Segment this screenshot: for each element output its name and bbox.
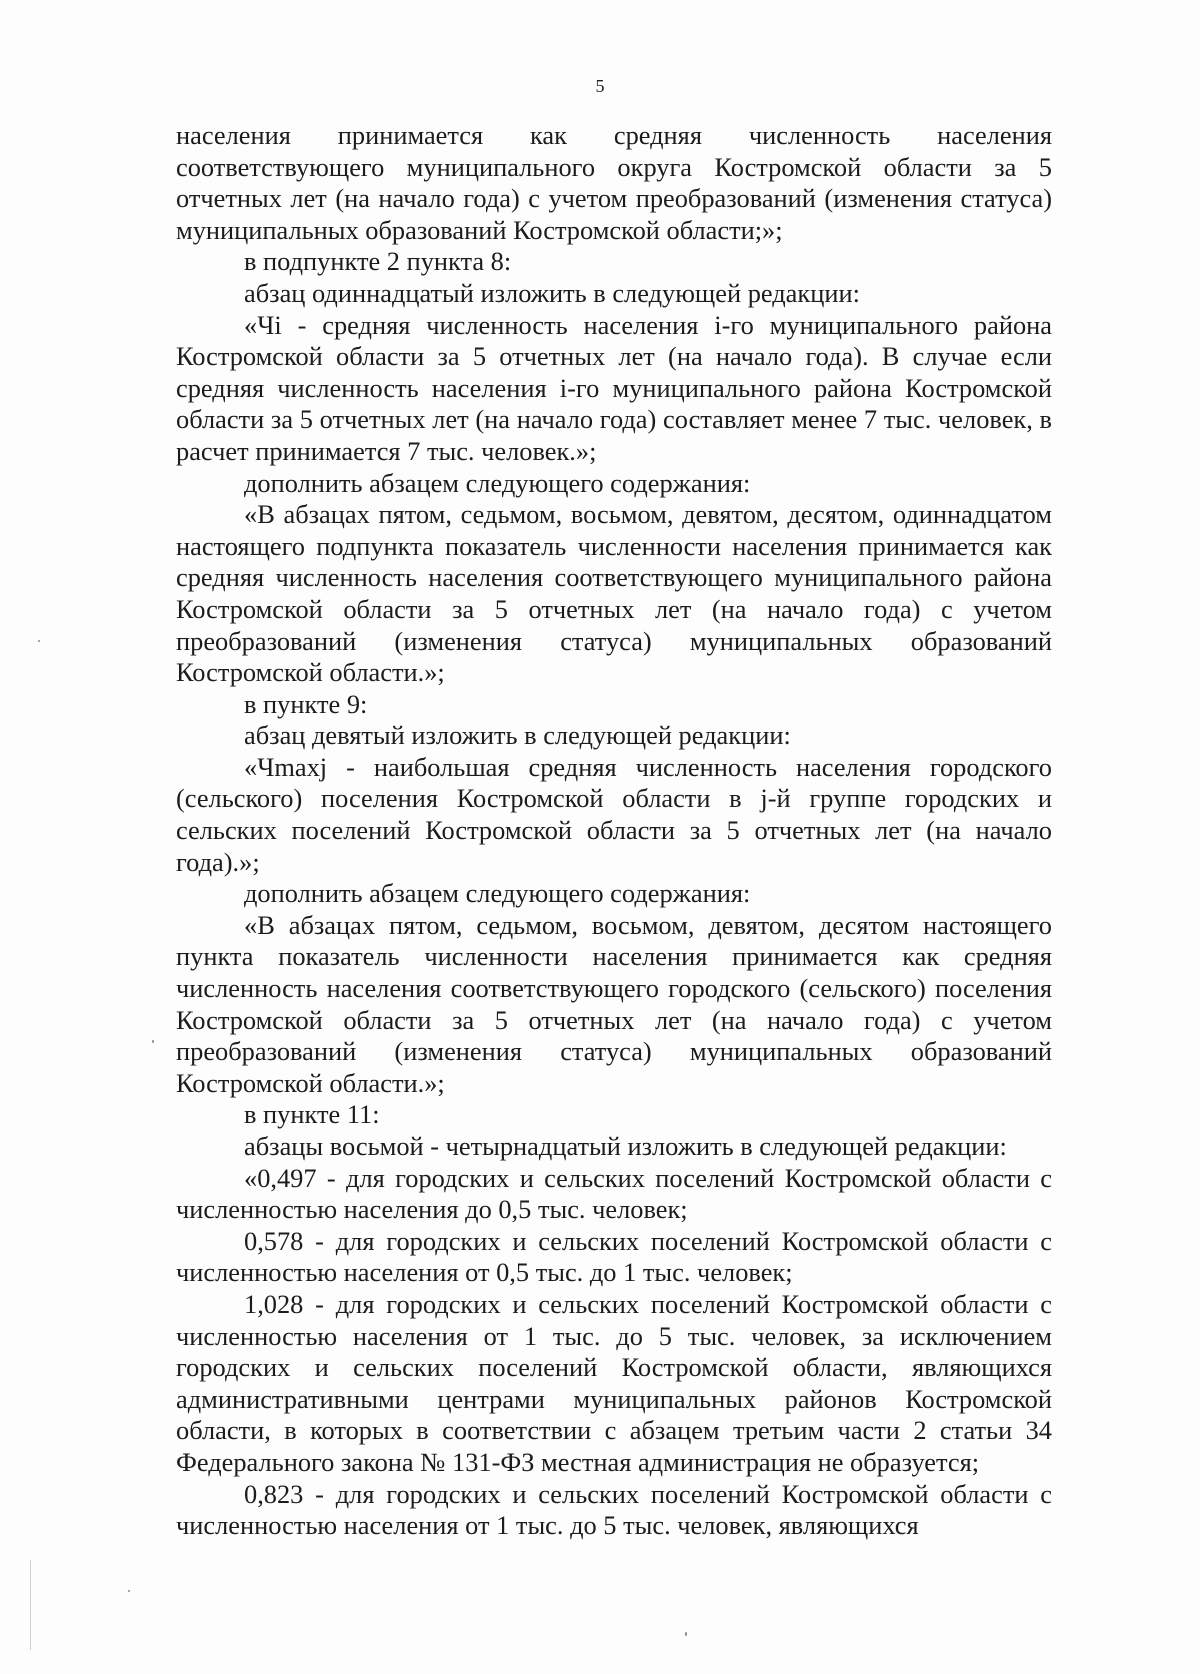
scan-speck [685, 1632, 687, 1636]
document-body [176, 120, 1052, 1542]
paragraph: в пункте 11: [244, 1099, 380, 1130]
page-number: 5 [595, 76, 605, 96]
paragraph: дополнить абзацем следующего содержания: [244, 467, 751, 498]
paragraph: в подпункте 2 пункта 8: [244, 246, 512, 277]
paragraph: 0,578 - для городских и сельских поселений Костромской области с численностью населения от 0,5 тыс. до 1 тыс. человек; [176, 1225, 1052, 1288]
paragraph: абзац одиннадцатый изложить в следующей редакции: [244, 277, 860, 308]
paragraph-continuation: населения принимается как средняя численность населения соответствующего муниципального округа Костромской области за 5 отчетных лет (на начало года) с учетом преобразований (изменения статуса) муниципальных образований Костромской области;»; [176, 120, 1052, 245]
paragraph: абзацы восьмой - четырнадцатый изложить в следующей редакции: [244, 1131, 1007, 1161]
paragraph: «В абзацах пятом, седьмом, восьмом, девятом, десятом настоящего пункта показатель численности населения принимается как средняя численность населения соответствующего городского (сельского) поселения Костромской области за 5 отчетных лет (на начало года) с учетом преобразований (изменения статуса) муниципальных образований Костромской области.»; [176, 909, 1052, 1098]
paragraph: «0,497 - для городских и сельских поселений Костромской области с численностью населения до 0,5 тыс. человек; [176, 1162, 1052, 1225]
paragraph: 0,823 - для городских и сельских поселений Костромской области с численностью населения от 1 тыс. до 5 тыс. человек, являющихся [176, 1478, 1052, 1541]
paragraph: «Чi - средняя численность населения i-го муниципального района Костромской области за 5 отчетных лет (на начало года). В случае если средняя численность населения i-го муниципального района Костромской области за 5 отчетных лет (на начало года) составляет менее 7 тыс. человек, в расчет принимается 7 тыс. человек.»; [176, 309, 1052, 466]
paragraph: «Чmaxj - наибольшая средняя численность населения городского (сельского) поселения Костромской области в j-й группе городских и сельских поселений Костромской области за 5 отчетных лет (на начало года).»; [176, 751, 1052, 877]
paragraph: в пункте 9: [244, 688, 368, 719]
scan-speck [152, 1040, 154, 1043]
scan-edge-line [30, 1560, 31, 1650]
paragraph: «В абзацах пятом, седьмом, восьмом, девятом, десятом, одиннадцатом настоящего подпункта показатель численности населения принимается как средняя численность населения соответствующего муниципального района Костромской области за 5 отчетных лет (на начало года) с учетом преобразований (изменения статуса) муниципальных образований Костромской области.»; [176, 499, 1052, 688]
paragraph: абзац девятый изложить в следующей редакции: [244, 720, 791, 751]
scan-speck [128, 1590, 130, 1592]
scan-speck [38, 640, 40, 642]
paragraph: 1,028 - для городских и сельских поселений Костромской области с численностью населения от 1 тыс. до 5 тыс. человек, за исключением городских и сельских поселений Костромской области, являющихся административными центрами муниципальных районов Костромской области, в которых в соответствии с абзацем третьим части 2 статьи 34 Федерального закона № 131-ФЗ местная администрация не образуется; [176, 1288, 1052, 1477]
paragraph: дополнить абзацем следующего содержания: [244, 878, 751, 909]
